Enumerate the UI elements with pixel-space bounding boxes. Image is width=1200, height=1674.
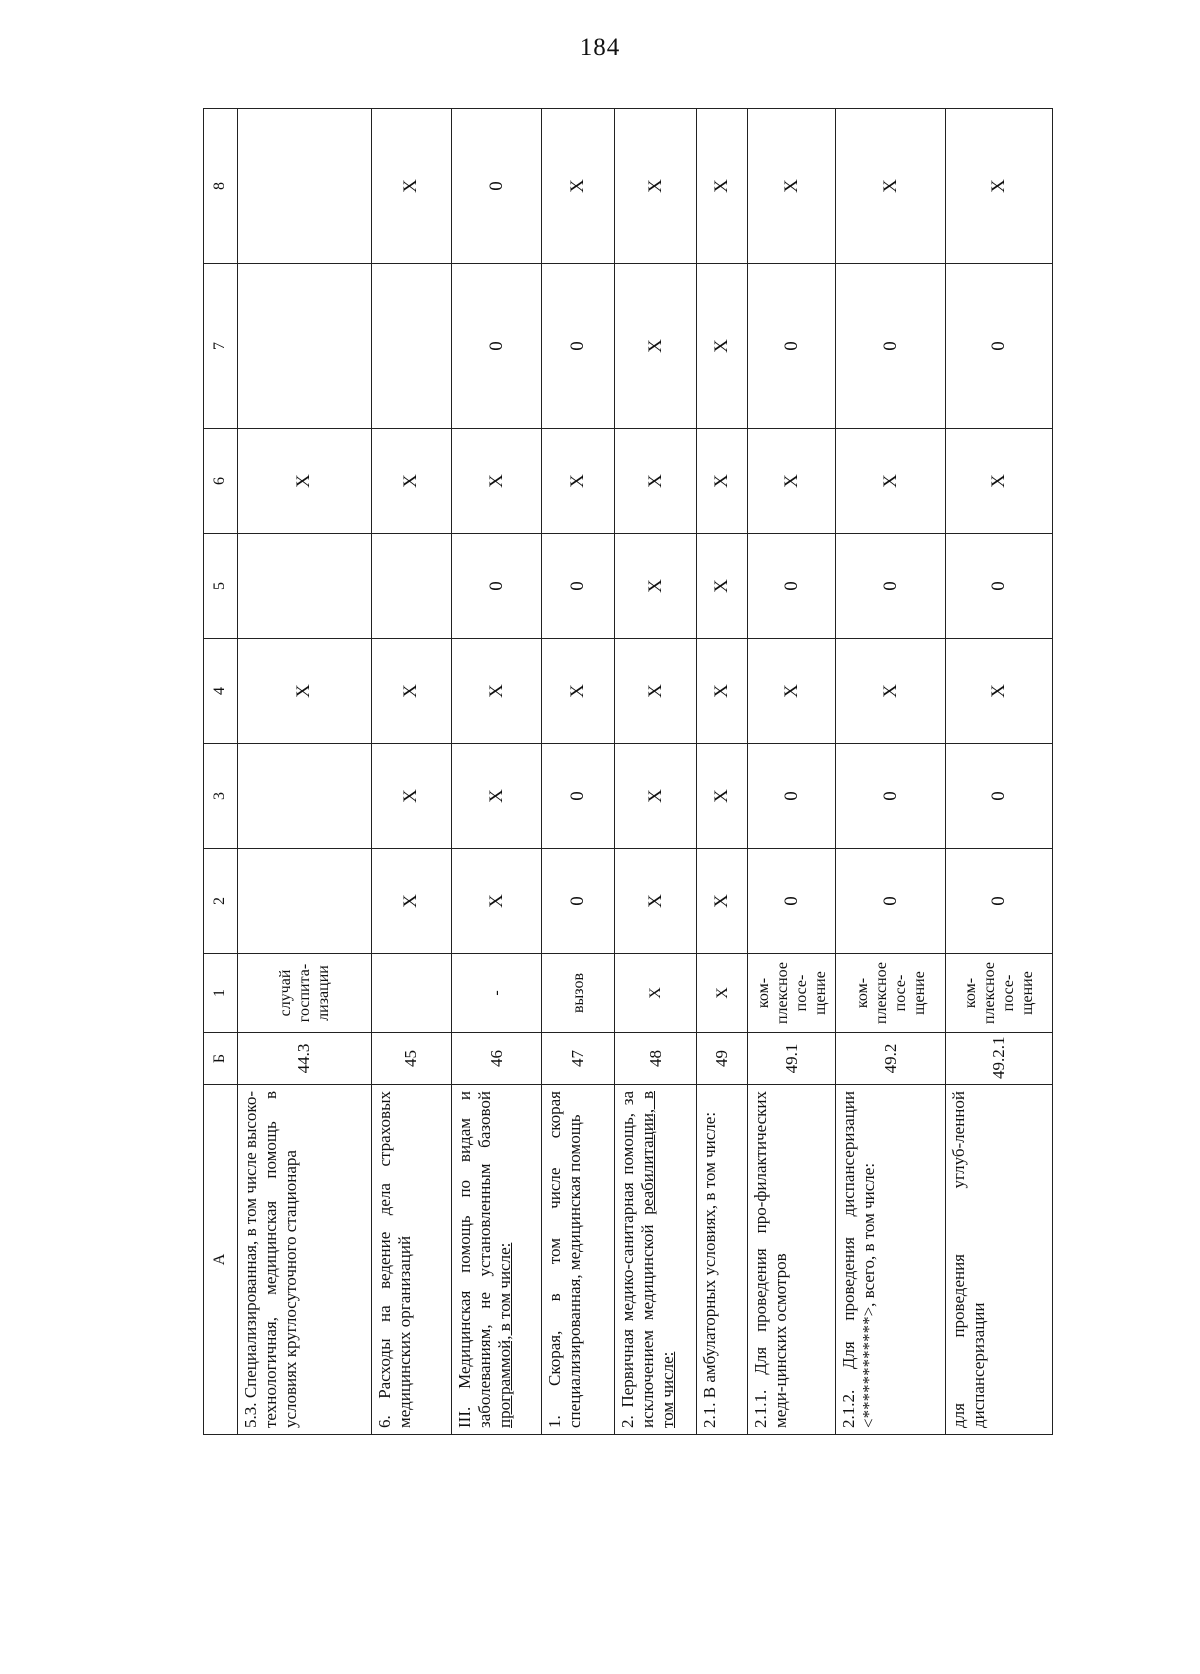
row-name-text: 2.1.1. Для проведения про-филактических меди-цинских осмотров — [751, 1091, 791, 1428]
row-value-col-7: X — [615, 264, 697, 429]
row-value-col-7 — [371, 264, 452, 429]
row-value-col-4: X — [371, 639, 452, 744]
table-body — [204, 109, 1053, 1435]
row-name-underlined: программой, в том числе: — [495, 1242, 515, 1428]
row-name-text: 2. Первичная медико-санитарная помощь, за исключением медицинской — [618, 1091, 658, 1428]
row-value-col-6: X — [946, 429, 1053, 534]
row-name — [452, 1085, 542, 1435]
row-value-col-5 — [237, 534, 371, 639]
row-value-col-7: 0 — [748, 264, 836, 429]
row-code: 44.3 — [237, 1033, 371, 1085]
row-value-col-7: X — [697, 264, 748, 429]
row-name — [615, 1085, 697, 1435]
row-name — [836, 1085, 946, 1435]
row-value-col-4: X — [452, 639, 542, 744]
row-value-col-3: 0 — [946, 744, 1053, 849]
row-value-col-8 — [237, 109, 371, 264]
row-value-col-4: X — [615, 639, 697, 744]
row-code: 49.1 — [748, 1033, 836, 1085]
row-value-col-2: X — [371, 849, 452, 954]
row-value-col-6: X — [836, 429, 946, 534]
row-code: 49.2.1 — [946, 1033, 1053, 1085]
row-value-col-3: 0 — [836, 744, 946, 849]
row-value-col-2: X — [697, 849, 748, 954]
row-value-col-7: 0 — [452, 264, 542, 429]
row-value-col-5: 0 — [542, 534, 615, 639]
row-value-col-7: 0 — [542, 264, 615, 429]
row-value-col-3: X — [371, 744, 452, 849]
row-value-col-3: X — [697, 744, 748, 849]
row-unit: вызов — [542, 954, 615, 1033]
row-code: 45 — [371, 1033, 452, 1085]
table-header-row — [204, 109, 238, 1435]
row-value-col-6: X — [615, 429, 697, 534]
row-value-col-3: X — [615, 744, 697, 849]
row-value-col-5: 0 — [452, 534, 542, 639]
row-value-col-2 — [237, 849, 371, 954]
row-code: 46 — [452, 1033, 542, 1085]
row-value-col-5 — [371, 534, 452, 639]
row-name — [946, 1085, 1053, 1435]
table-row — [697, 109, 748, 1435]
row-code: 48 — [615, 1033, 697, 1085]
row-value-col-4: X — [748, 639, 836, 744]
row-value-col-7: 0 — [836, 264, 946, 429]
row-value-col-4: X — [697, 639, 748, 744]
row-unit: ком-плексное посе-щение — [836, 954, 946, 1033]
row-value-col-4: X — [542, 639, 615, 744]
row-value-col-3: 0 — [542, 744, 615, 849]
row-value-col-3 — [237, 744, 371, 849]
row-value-col-8: X — [697, 109, 748, 264]
row-value-col-6: X — [371, 429, 452, 534]
data-table-container — [203, 109, 1053, 1435]
row-value-col-5: 0 — [946, 534, 1053, 639]
column-header: 5 — [204, 534, 238, 639]
row-value-col-8: X — [946, 109, 1053, 264]
row-value-col-4: X — [836, 639, 946, 744]
row-name-text: 1. Скорая, в том числе скорая специализированная, медицинская помощь — [545, 1091, 585, 1428]
column-header: 2 — [204, 849, 238, 954]
row-value-col-7: 0 — [946, 264, 1053, 429]
table-row — [615, 109, 697, 1435]
table-row — [836, 109, 946, 1435]
column-header: 6 — [204, 429, 238, 534]
row-name — [237, 1085, 371, 1435]
row-unit: X — [615, 954, 697, 1033]
row-value-col-5: 0 — [748, 534, 836, 639]
row-value-col-8: X — [748, 109, 836, 264]
row-name — [697, 1085, 748, 1435]
row-value-col-2: 0 — [836, 849, 946, 954]
row-code: 47 — [542, 1033, 615, 1085]
row-value-col-8: X — [836, 109, 946, 264]
row-name-text: 2.1. В амбулаторных условиях, в том числе: — [700, 1111, 720, 1428]
column-header: А — [204, 1085, 238, 1435]
row-name-text: 5.3. Специализированная, в том числе высоко-технологичная, медицинская помощь в условиях круглосуточного стационара — [240, 1091, 300, 1428]
row-value-col-8: X — [542, 109, 615, 264]
row-code: 49 — [697, 1033, 748, 1085]
row-value-col-2: 0 — [748, 849, 836, 954]
data-table — [203, 108, 1053, 1435]
column-header: 3 — [204, 744, 238, 849]
row-value-col-5: X — [697, 534, 748, 639]
row-value-col-8: X — [371, 109, 452, 264]
table-row — [237, 109, 371, 1435]
row-value-col-7 — [237, 264, 371, 429]
row-name-text: 6. Расходы на ведение дела страховых медицинских организаций — [374, 1091, 414, 1428]
row-unit: случай госпита-лизации — [237, 954, 371, 1033]
row-name-text: III. Медицинская помощь по видам и заболеваниям, не установленным базовой — [455, 1091, 495, 1428]
row-unit: ком-плексное посе-щение — [748, 954, 836, 1033]
table-row — [946, 109, 1053, 1435]
row-value-col-6: X — [697, 429, 748, 534]
row-value-col-4: X — [946, 639, 1053, 744]
row-value-col-6: X — [748, 429, 836, 534]
row-value-col-5: X — [615, 534, 697, 639]
column-header: 4 — [204, 639, 238, 744]
column-header: Б — [204, 1033, 238, 1085]
row-value-col-2: X — [615, 849, 697, 954]
row-value-col-3: 0 — [748, 744, 836, 849]
page-number: 184 — [579, 34, 621, 61]
row-code: 49.2 — [836, 1033, 946, 1085]
table-row — [371, 109, 452, 1435]
table-row — [542, 109, 615, 1435]
row-value-col-2: X — [452, 849, 542, 954]
column-header: 7 — [204, 264, 238, 429]
row-name-underlined: реабилитации, в том числе: — [638, 1091, 678, 1428]
row-value-col-5: 0 — [836, 534, 946, 639]
column-header: 8 — [204, 109, 238, 264]
row-value-col-4: X — [237, 639, 371, 744]
column-header: 1 — [204, 954, 238, 1033]
row-value-col-6: X — [237, 429, 371, 534]
row-unit: X — [697, 954, 748, 1033]
row-value-col-2: 0 — [542, 849, 615, 954]
row-unit: ком-плексное посе-щение — [946, 954, 1053, 1033]
row-name — [542, 1085, 615, 1435]
row-name-text: для проведения углуб-ленной диспансеризации — [949, 1091, 989, 1428]
row-name-text: 2.1.2. Для проведения диспансеризации <************>, всего, в том числе: — [839, 1091, 879, 1428]
row-value-col-6: X — [452, 429, 542, 534]
row-unit: - — [452, 954, 542, 1033]
row-value-col-3: X — [452, 744, 542, 849]
row-value-col-8: 0 — [452, 109, 542, 264]
table-row — [452, 109, 542, 1435]
row-name — [748, 1085, 836, 1435]
row-value-col-2: 0 — [946, 849, 1053, 954]
row-unit — [371, 954, 452, 1033]
row-value-col-8: X — [615, 109, 697, 264]
row-value-col-6: X — [542, 429, 615, 534]
table-row — [748, 109, 836, 1435]
row-name — [371, 1085, 452, 1435]
